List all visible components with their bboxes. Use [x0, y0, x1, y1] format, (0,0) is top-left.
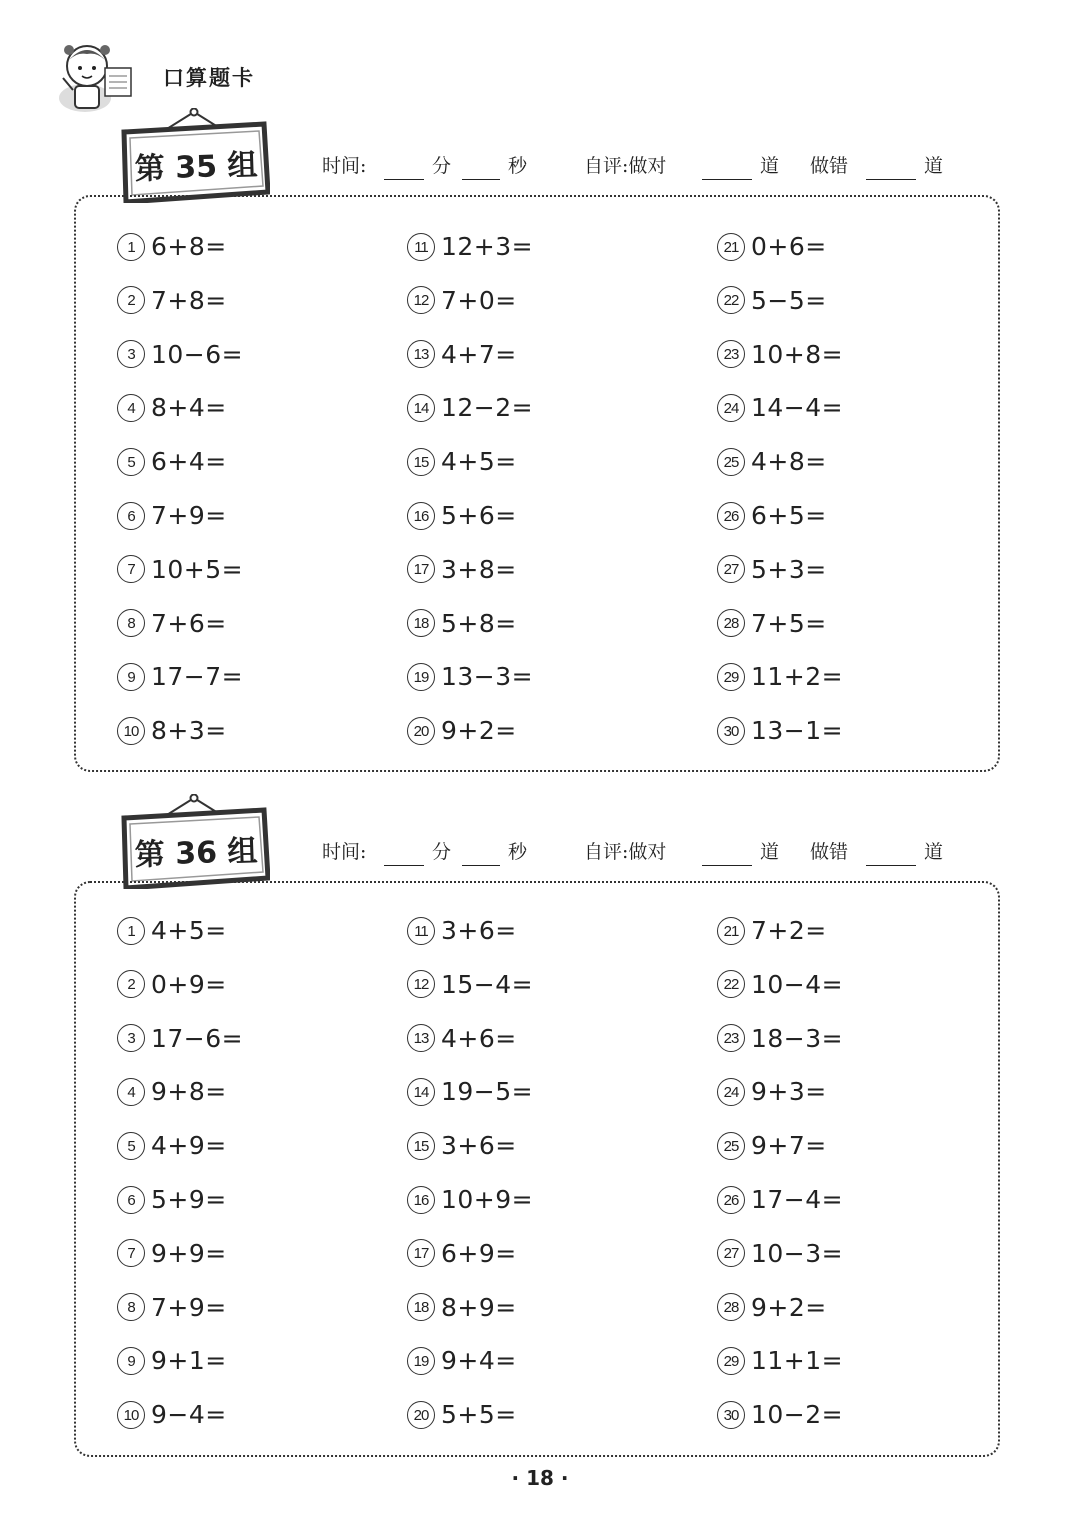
- problem-item: [407, 1239, 517, 1268]
- problem-number: 2: [117, 286, 145, 314]
- problem-item: [717, 1346, 843, 1375]
- problem-expression: 3+6=: [441, 1131, 517, 1161]
- wrong-count-blank[interactable]: [866, 865, 916, 866]
- problem-number: 3: [117, 340, 145, 368]
- problem-item: [407, 286, 517, 315]
- group-title: 第 35 组: [134, 147, 259, 188]
- problem-item: [117, 286, 227, 315]
- problem-expression: 6+5=: [751, 501, 827, 530]
- correct-count-blank[interactable]: [702, 865, 752, 866]
- problem-number: 26: [717, 502, 745, 530]
- unit-label: 道: [760, 155, 780, 177]
- problem-item: [117, 662, 243, 691]
- problem-number: 5: [117, 1132, 145, 1160]
- group-sign: [118, 794, 270, 889]
- problem-expression: 11+1=: [751, 1346, 844, 1376]
- problem-item: [717, 970, 843, 999]
- problem-expression: 8+3=: [151, 716, 227, 746]
- problem-expression: 13−3=: [441, 662, 534, 692]
- problem-number: 17: [407, 1239, 435, 1267]
- problem-item: [717, 1077, 827, 1106]
- problem-number: 3: [117, 1024, 145, 1052]
- problem-expression: 6+9=: [441, 1238, 517, 1268]
- problem-number: 24: [717, 1078, 745, 1106]
- problem-item: [717, 1293, 827, 1322]
- problem-number: 4: [117, 1078, 145, 1106]
- problem-item: [407, 555, 517, 584]
- problem-expression: 8+9=: [441, 1292, 517, 1322]
- problem-number: 20: [407, 717, 435, 745]
- problem-number: 18: [407, 1293, 435, 1321]
- page-number: · 18 ·: [511, 1466, 569, 1490]
- problem-item: [407, 232, 533, 261]
- problem-expression: 7+2=: [751, 916, 827, 945]
- problem-number: 17: [407, 555, 435, 583]
- problem-item: [117, 916, 227, 945]
- problem-item: [117, 447, 227, 476]
- problem-number: 23: [717, 1024, 745, 1052]
- problem-item: [407, 501, 517, 530]
- problem-item: [407, 340, 517, 369]
- seconds-blank[interactable]: [462, 865, 500, 866]
- problem-number: 9: [117, 1347, 145, 1375]
- problem-item: [117, 1024, 243, 1053]
- problem-expression: 6+4=: [151, 447, 227, 477]
- problem-item: [117, 1346, 227, 1375]
- problem-expression: 10−6=: [151, 339, 244, 369]
- problem-number: 16: [407, 1186, 435, 1214]
- problem-expression: 9+1=: [151, 1346, 227, 1376]
- problem-expression: 4+7=: [441, 339, 517, 369]
- problem-expression: 10−2=: [751, 1400, 844, 1430]
- problem-item: [407, 393, 533, 422]
- problem-number: 27: [717, 555, 745, 583]
- problem-item: [117, 1400, 227, 1429]
- problem-number: 28: [717, 1293, 745, 1321]
- minute-label: 分: [432, 155, 452, 177]
- time-label: 时间:: [322, 155, 367, 177]
- minute-label: 分: [432, 841, 452, 863]
- unit-label: 道: [924, 841, 944, 863]
- problem-item: [717, 1131, 827, 1160]
- problem-number: 20: [407, 1401, 435, 1429]
- problem-expression: 7+9=: [151, 501, 227, 530]
- problem-item: [117, 609, 227, 638]
- problem-item: [117, 555, 243, 584]
- problem-expression: 5+5=: [441, 1400, 517, 1430]
- problem-number: 8: [117, 609, 145, 637]
- problem-number: 10: [117, 1401, 145, 1429]
- group-sign: [118, 108, 270, 203]
- problem-number: 23: [717, 340, 745, 368]
- problem-item: [717, 1185, 843, 1214]
- problem-number: 26: [717, 1186, 745, 1214]
- mascot-icon: [55, 40, 145, 118]
- header-title: 口算题卡: [163, 66, 255, 90]
- problem-expression: 10−3=: [751, 1238, 844, 1268]
- wrong-label: 做错: [810, 841, 849, 863]
- problem-number: 29: [717, 663, 745, 691]
- problem-item: [407, 609, 517, 638]
- problem-number: 11: [407, 233, 435, 261]
- seconds-blank[interactable]: [462, 179, 500, 180]
- problem-expression: 10+5=: [151, 554, 244, 584]
- problem-item: [407, 1400, 517, 1429]
- problem-expression: 9+4=: [441, 1346, 517, 1376]
- problem-expression: 13−1=: [751, 716, 844, 746]
- problem-item: [117, 340, 243, 369]
- problem-expression: 0+9=: [151, 969, 227, 999]
- problem-item: [117, 393, 227, 422]
- eval-label: 自评:做对: [584, 155, 667, 177]
- problem-item: [407, 662, 533, 691]
- problem-item: [117, 1185, 227, 1214]
- problem-number: 5: [117, 448, 145, 476]
- problem-expression: 4+5=: [151, 916, 227, 945]
- problem-number: 25: [717, 1132, 745, 1160]
- problem-number: 29: [717, 1347, 745, 1375]
- problem-expression: 9+9=: [151, 1238, 227, 1268]
- problem-expression: 10+8=: [751, 339, 844, 369]
- problem-item: [717, 501, 827, 530]
- problem-item: [717, 609, 827, 638]
- problem-item: [407, 447, 517, 476]
- problem-expression: 9+2=: [441, 716, 517, 746]
- problem-expression: 8+4=: [151, 393, 227, 423]
- problem-expression: 5+9=: [151, 1185, 227, 1214]
- problem-expression: 17−7=: [151, 662, 244, 692]
- problem-expression: 7+5=: [751, 608, 827, 638]
- problem-expression: 9+8=: [151, 1077, 227, 1107]
- problem-expression: 17−6=: [151, 1023, 244, 1053]
- problem-expression: 12+3=: [441, 232, 534, 261]
- problem-item: [407, 1185, 533, 1214]
- problem-number: 25: [717, 448, 745, 476]
- problem-item: [717, 340, 843, 369]
- problem-expression: 10+9=: [441, 1185, 534, 1214]
- problem-expression: 7+6=: [151, 608, 227, 638]
- problem-item: [717, 447, 827, 476]
- problem-number: 21: [717, 233, 745, 261]
- problem-expression: 19−5=: [441, 1077, 534, 1107]
- problem-item: [717, 286, 827, 315]
- problem-item: [717, 1239, 843, 1268]
- problem-item: [717, 555, 827, 584]
- unit-label: 道: [924, 155, 944, 177]
- problem-expression: 14−4=: [751, 393, 844, 423]
- problem-item: [117, 501, 227, 530]
- problem-expression: 9+3=: [751, 1077, 827, 1107]
- problem-item: [407, 970, 533, 999]
- problem-expression: 12−2=: [441, 393, 534, 423]
- problem-number: 1: [117, 233, 145, 261]
- problem-expression: 17−4=: [751, 1185, 844, 1214]
- problem-item: [717, 662, 843, 691]
- problem-number: 9: [117, 663, 145, 691]
- problem-item: [717, 716, 843, 745]
- problem-item: [717, 393, 843, 422]
- problem-item: [117, 1293, 227, 1322]
- problem-expression: 5−5=: [751, 285, 827, 315]
- problem-number: 16: [407, 502, 435, 530]
- problem-number: 6: [117, 502, 145, 530]
- problem-number: 14: [407, 394, 435, 422]
- problem-expression: 4+9=: [151, 1131, 227, 1161]
- problem-number: 18: [407, 609, 435, 637]
- problem-item: [717, 916, 827, 945]
- problem-expression: 15−4=: [441, 969, 534, 999]
- problem-number: 14: [407, 1078, 435, 1106]
- score-line: [322, 837, 962, 871]
- problem-item: [407, 1024, 517, 1053]
- problem-item: [117, 970, 227, 999]
- problem-number: 6: [117, 1186, 145, 1214]
- second-label: 秒: [508, 841, 528, 863]
- problem-number: 30: [717, 717, 745, 745]
- problem-number: 15: [407, 448, 435, 476]
- problem-item: [117, 232, 227, 261]
- problem-expression: 7+0=: [441, 285, 517, 315]
- minutes-blank[interactable]: [384, 179, 424, 180]
- wrong-label: 做错: [810, 155, 849, 177]
- unit-label: 道: [760, 841, 780, 863]
- problem-number: 22: [717, 286, 745, 314]
- problem-expression: 3+6=: [441, 916, 517, 945]
- problem-number: 10: [117, 717, 145, 745]
- score-line: [322, 151, 962, 185]
- problem-expression: 5+8=: [441, 608, 517, 638]
- problem-number: 15: [407, 1132, 435, 1160]
- problem-item: [407, 1293, 517, 1322]
- problem-item: [407, 716, 517, 745]
- problem-item: [407, 1077, 533, 1106]
- problem-expression: 4+8=: [751, 447, 827, 477]
- problem-number: 24: [717, 394, 745, 422]
- problem-expression: 5+6=: [441, 501, 517, 530]
- eval-label: 自评:做对: [584, 841, 667, 863]
- problem-expression: 6+8=: [151, 232, 227, 261]
- problem-number: 30: [717, 1401, 745, 1429]
- problem-expression: 10−4=: [751, 969, 844, 999]
- problem-expression: 11+2=: [751, 662, 844, 692]
- problem-expression: 4+6=: [441, 1023, 517, 1053]
- problem-expression: 4+5=: [441, 447, 517, 477]
- problem-item: [117, 716, 227, 745]
- problem-number: 27: [717, 1239, 745, 1267]
- group-title: 第 36 组: [134, 833, 259, 874]
- minutes-blank[interactable]: [384, 865, 424, 866]
- problem-number: 8: [117, 1293, 145, 1321]
- problem-item: [407, 1346, 517, 1375]
- problem-item: [117, 1239, 227, 1268]
- correct-count-blank[interactable]: [702, 179, 752, 180]
- problem-number: 11: [407, 917, 435, 945]
- problem-expression: 7+8=: [151, 285, 227, 315]
- problem-item: [407, 1131, 517, 1160]
- problem-expression: 3+8=: [441, 554, 517, 584]
- problem-expression: 5+3=: [751, 554, 827, 584]
- problem-number: 1: [117, 917, 145, 945]
- problem-expression: 9−4=: [151, 1400, 227, 1430]
- problem-number: 2: [117, 970, 145, 998]
- problem-number: 13: [407, 1024, 435, 1052]
- problem-number: 13: [407, 340, 435, 368]
- problem-number: 21: [717, 917, 745, 945]
- problem-expression: 9+7=: [751, 1131, 827, 1161]
- wrong-count-blank[interactable]: [866, 179, 916, 180]
- problem-item: [407, 916, 517, 945]
- problem-number: 7: [117, 1239, 145, 1267]
- problem-number: 4: [117, 394, 145, 422]
- problem-item: [117, 1131, 227, 1160]
- time-label: 时间:: [322, 841, 367, 863]
- problem-number: 19: [407, 663, 435, 691]
- problem-number: 22: [717, 970, 745, 998]
- problem-expression: 9+2=: [751, 1292, 827, 1322]
- problem-number: 12: [407, 286, 435, 314]
- problem-expression: 18−3=: [751, 1023, 844, 1053]
- problem-number: 7: [117, 555, 145, 583]
- problem-item: [117, 1077, 227, 1106]
- problem-item: [717, 1024, 843, 1053]
- problem-item: [717, 1400, 843, 1429]
- problem-expression: 0+6=: [751, 232, 827, 261]
- problem-number: 19: [407, 1347, 435, 1375]
- problem-item: [717, 232, 827, 261]
- problem-number: 28: [717, 609, 745, 637]
- problem-expression: 7+9=: [151, 1292, 227, 1322]
- problem-number: 12: [407, 970, 435, 998]
- second-label: 秒: [508, 155, 528, 177]
